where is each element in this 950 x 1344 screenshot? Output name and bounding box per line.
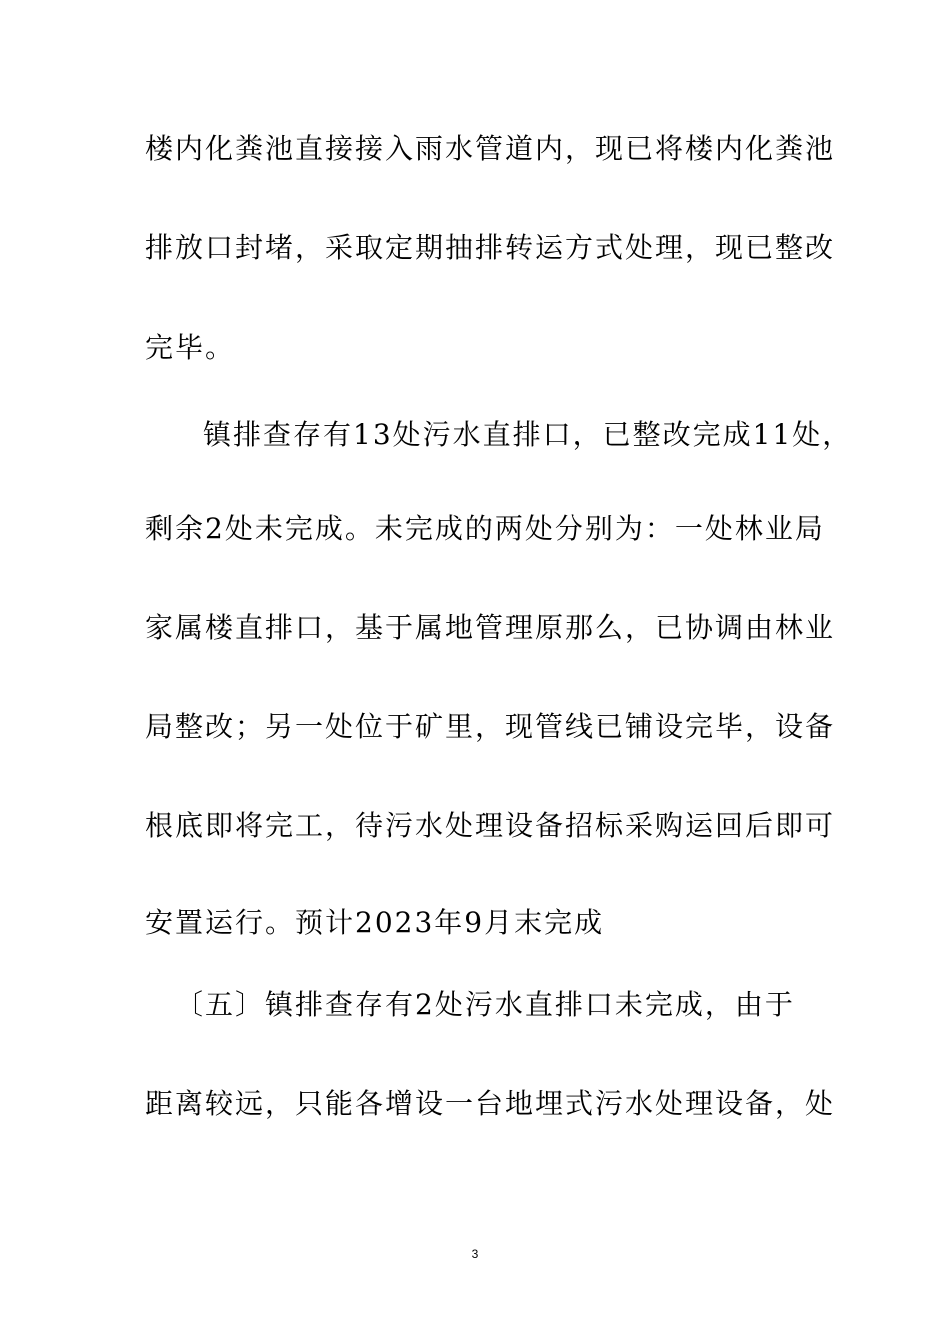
text-line: 局整改；另一处位于矿里，现管线已铺设完毕，设备 — [145, 710, 836, 743]
text-line: 完毕。 — [145, 331, 236, 364]
text-line: 安置运行。预计2023年9月末完成 — [145, 906, 605, 939]
section-heading-line: 〔五〕镇排查存有2处污水直排口未完成，由于 — [175, 988, 795, 1021]
text-line: 距离较远，只能各增设一台地埋式污水处理设备，处 — [145, 1087, 836, 1120]
text-line: 楼内化粪池直接接入雨水管道内，现已将楼内化粪池 — [145, 132, 836, 165]
text-line: 根底即将完工，待污水处理设备招标采购运回后即可 — [145, 809, 836, 842]
text-line: 家属楼直排口，基于属地管理原那么，已协调由林业 — [145, 611, 836, 644]
paragraph-start-line: 镇排查存有13处污水直排口，已整改完成11处， — [203, 418, 853, 451]
text-line: 剩余2处未完成。未完成的两处分别为：一处林业局 — [145, 512, 825, 545]
page-number: 3 — [471, 1247, 479, 1261]
text-line: 排放口封堵，采取定期抽排转运方式处理，现已整改 — [145, 231, 836, 264]
